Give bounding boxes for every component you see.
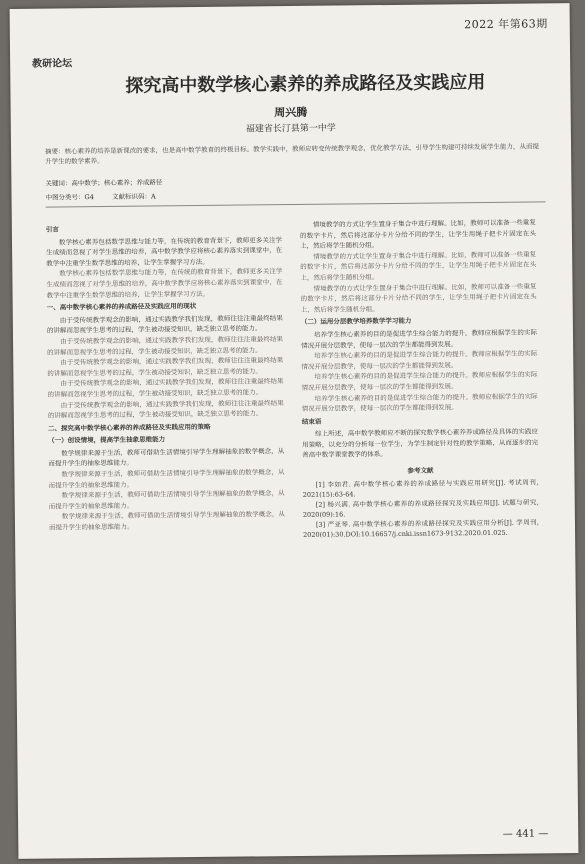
right-text-1-cont: 情境教学的方式让学生置身于集合中进行理解。比如，教师可以准备一些重复的数字卡片，然后将这部分卡片分给不同的学生，让学生用绳子把卡片固定在头上，然后将学生随机分组。 — [300, 250, 537, 282]
classification-line — [45, 191, 171, 201]
subsection-2-heading: （二）运用分层教学培养数学学习能力 — [300, 317, 412, 327]
column-tag: 教研论坛 — [32, 58, 73, 70]
right-text-2-cont2: 培养学生核心素养的目的是促进学生综合能力的提升。教师应根据学生的实际情况开展分层教学，使每一层次的学生都能得到发展。 — [301, 370, 538, 392]
right-text-2-cont3: 培养学生核心素养的目的是促进学生综合能力的提升。教师应根据学生的实际情况开展分层教学，使每一层次的学生都能得到发展。 — [301, 391, 538, 414]
right-column — [300, 217, 539, 539]
section2-text-cont2: 数学规律来源于生活，教师可借助生活情境引导学生理解抽象的数学概念，从而提升学生的抽象思维能力。 — [48, 489, 285, 511]
section2-subheading: （一）创设情境，提高学生抽象思维能力 — [48, 435, 166, 445]
page-number: — 441 — — [502, 828, 549, 840]
references-heading: 参考文献 — [407, 466, 434, 475]
document-code: 文献标识码：A — [111, 192, 156, 201]
reference-3: [3] 严亚琴. 高中数学核心素养的养成路径探究及实践应用分析[J]. 学周刊, 2020(01):30.DOI:10.16657/j.cnki.issn1673-9132.2020.01.025. — [303, 518, 540, 539]
journal-page — [10, 3, 579, 859]
article-title: 探究高中数学核心素养的养成路径及实践应用 — [125, 71, 486, 97]
section1-text-cont3: 由于受传统教学观念的影响，通过实践教学我们发现，教师往往注重最终结果的讲解而忽视学生思考的过程，学生被动接受知识，缺乏独立思考的能力。 — [47, 377, 284, 399]
intro-text: 数学核心素养包括数学思维与能力等，在传统的教育背景下，教师更多关注学生成绩而忽视了对学生思维的培养，高中数学教学应将核心素养落实到课堂中，在教学中注重学生数学思维的培养，让学生掌握学习方法。 — [46, 235, 283, 268]
reference-2: [2] 杨兴满. 高中数学核心素养的养成路径探究及实践应用[J]. 试题与研究, 2020(09):16. — [302, 498, 539, 519]
article-author: 周兴腾 — [274, 105, 308, 120]
right-text-1: 情境教学的方式让学生置身于集合中进行理解。比如，教师可以准备一些重复的数字卡片，然后将这部分卡片分给不同的学生，让学生用绳子把卡片固定在头上，然后将学生随机分组。 — [299, 218, 536, 251]
article-affiliation: 福建省长汀县第一中学 — [245, 123, 336, 135]
abstract: 摘要：核心素养的培养是新课改的要求，也是高中数学教育的终极目标。教学实践中，教师应转变传统教学观念，优化教学方法，引导学生构建可持续发展学生能力，从而提升学生的数学素养。 — [45, 142, 540, 166]
right-text-2: 培养学生核心素养的目的是促进学生综合能力的提升。教师应根据学生的实际情况开展分层教学，使每一层次的学生都能得到发展。 — [301, 328, 538, 350]
intro-heading: 引言 — [45, 225, 59, 234]
clc-number: 中图分类号：G4 — [45, 193, 94, 202]
right-text-1-cont2: 情境教学的方式让学生置身于集合中进行理解。比如，教师可以准备一些重复的数字卡片，然后将这部分卡片分给不同的学生，让学生用绳子把卡片固定在头上，然后将学生随机分组。 — [300, 282, 537, 314]
conclusion-heading: 结束语 — [301, 417, 322, 426]
left-column — [46, 220, 285, 533]
keywords: 关键词：高中数学；核心素养；养成路径 — [45, 178, 163, 188]
section2-text: 数学规律来源于生活，教师可借助生活情境引导学生理解抽象的数学概念，从而提升学生的抽象思维能力。 — [48, 446, 285, 469]
section1-text-cont4: 由于受传统教学观念的影响，通过实践教学我们发现，教师往往注重最终结果的讲解而忽视学生思考的过程，学生被动接受知识，缺乏独立思考的能力。 — [47, 398, 284, 420]
intro-text-cont: 数学核心素养包括数学思维与能力等，在传统的教育背景下，教师更多关注学生成绩而忽视了对学生思维的培养，高中数学教学应将核心素养落实到课堂中，在教学中注重学生数学思维的培养，让学生掌握学习方法。 — [46, 267, 283, 300]
section1-text: 由于受传统教学观念的影响，通过实践教学我们发现，教师往往注重最终结果的讲解而忽视学生思考的过程，学生被动接受知识，缺乏独立思考的能力。 — [46, 313, 283, 335]
right-text-2-cont: 培养学生核心素养的目的是促进学生综合能力的提升。教师应根据学生的实际情况开展分层教学，使每一层次的学生都能得到发展。 — [301, 349, 538, 371]
reference-1: [1] 李如君. 高中数学核心素养的养成路径与实践应用研究[J]. 考试周刊, 2021(15):63-64. — [302, 478, 539, 499]
header-divider — [46, 201, 546, 207]
section1-text-cont: 由于受传统教学观念的影响，通过实践教学我们发现，教师往往注重最终结果的讲解而忽视学生思考的过程，学生被动接受知识，缺乏独立思考的能力。 — [47, 335, 284, 357]
conclusion-text: 综上所述，高中数学教师应不断的探究数学核心素养养成路径及具体的实践应用策略，以充分的分析每一位学生，为学生制定针对性的教学策略，从而逐步的完善高中数学课堂教学的体系。 — [302, 427, 539, 460]
section2-heading: 二、探究高中数学核心素养的养成路径及实践应用的策略 — [47, 422, 211, 433]
section2-text-cont: 数学规律来源于生活，教师可借助生活情境引导学生理解抽象的数学概念，从而提升学生的抽象思维能力。 — [48, 468, 285, 490]
section1-text-cont2: 由于受传统教学观念的影响，通过实践教学我们发现，教师往往注重最终结果的讲解而忽视学生思考的过程，学生被动接受知识，缺乏独立思考的能力。 — [47, 356, 284, 378]
section2-text-cont3: 数学规律来源于生活，教师可借助生活情境引导学生理解抽象的数学概念，从而提升学生的抽象思维能力。 — [48, 510, 285, 532]
issue-label: 2022 年第63期 — [464, 17, 548, 32]
section1-heading: 一、高中数学核心素养的养成路径及实践应用的现状 — [46, 302, 197, 312]
